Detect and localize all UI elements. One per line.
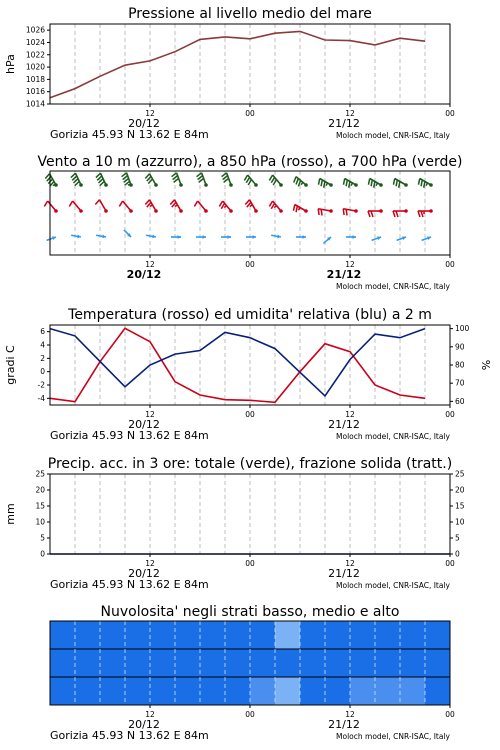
- panel-1-time-axis: [127, 255, 455, 291]
- time-tick-label: 12: [145, 109, 155, 118]
- panel-2-title: Temperatura (rosso) ed umidita' relativa (blu) a 2 m: [68, 307, 432, 323]
- location-label: Gorizia 45.93 N 13.62 E 84m: [50, 578, 209, 591]
- wind-barb-10-m: [96, 235, 106, 239]
- date-label: 21/12: [326, 268, 362, 281]
- cloud-cell-medio: [125, 649, 151, 677]
- y-tick-label: 15: [35, 501, 45, 511]
- cloud-cell-medio: [350, 649, 376, 677]
- y-tick-label: 20: [35, 485, 45, 495]
- cloud-cell-alto: [275, 621, 301, 649]
- date-label: 21/12: [328, 117, 360, 130]
- y-tick-label: 1014: [25, 99, 45, 109]
- cloud-cell-basso: [200, 677, 226, 705]
- location-label: Gorizia 45.93 N 13.62 E 84m: [50, 128, 209, 141]
- y2-tick-label: 100: [455, 324, 470, 334]
- y2-tick-label: 70: [455, 378, 465, 388]
- y-tick-label: 10: [35, 517, 45, 527]
- cloud-cell-alto: [400, 621, 426, 649]
- panel-2-right-axis: [450, 324, 470, 406]
- location-label: Gorizia 45.93 N 13.62 E 84m: [50, 429, 209, 442]
- wind-barb-10-m: [47, 236, 56, 240]
- wind-barb-850-hPa: [219, 201, 232, 213]
- cloud-cell-alto: [225, 621, 251, 649]
- panel-3-grid: [75, 474, 425, 554]
- wind-barb-850-hPa: [418, 209, 433, 217]
- cloud-cell-medio: [150, 649, 176, 677]
- date-label: 20/12: [128, 418, 160, 431]
- y2-tick-label: 0: [455, 549, 460, 559]
- date-label: 20/12: [128, 117, 160, 130]
- wind-barb-850-hPa: [119, 201, 132, 213]
- panel-2-ylabel: gradi C: [4, 345, 17, 385]
- panel-3-ylabel: mm: [4, 503, 17, 525]
- wind-barb-10-m: [196, 235, 206, 239]
- panel-4-time-axis: [50, 705, 455, 742]
- y-tick-label: 1020: [25, 62, 45, 72]
- humidity-line: [50, 329, 425, 396]
- cloud-cell-medio: [375, 649, 401, 677]
- cloud-cell-medio: [100, 649, 126, 677]
- cloud-cell-basso: [175, 677, 201, 705]
- time-tick-label: 12: [345, 710, 355, 719]
- time-tick-label: 12: [345, 410, 355, 419]
- y2-tick-label: 90: [455, 342, 465, 352]
- time-tick-label: 00: [245, 559, 255, 568]
- panel-1-title: Vento a 10 m (azzurro), a 850 hPa (rosso), a 700 hPa (verde): [37, 154, 463, 170]
- panel-3-right-axis: [450, 470, 465, 559]
- date-label: 20/12: [128, 718, 160, 731]
- wind-barb-850-hPa: [318, 209, 333, 216]
- time-tick-label: 00: [245, 710, 255, 719]
- cloud-cell-medio: [75, 649, 101, 677]
- y-tick-label: 0: [40, 367, 45, 377]
- cloud-cell-basso: [300, 677, 326, 705]
- wind-barb-850-hPa: [145, 200, 157, 213]
- cloud-cell-medio: [200, 649, 226, 677]
- y2-tick-label: 5: [455, 533, 460, 543]
- cloud-cell-medio: [425, 649, 451, 677]
- time-tick-label: 00: [245, 410, 255, 419]
- cloud-cell-basso: [250, 677, 276, 705]
- wind-barb-700-hPa: [145, 174, 157, 187]
- y2-tick-label: 80: [455, 360, 465, 370]
- y-tick-label: 1022: [25, 50, 45, 60]
- wind-barb-10-m: [422, 236, 431, 240]
- y2-tick-label: 20: [455, 485, 465, 495]
- wind-barb-700-hPa: [71, 173, 83, 187]
- panel-0-title: Pressione al livello medio del mare: [128, 6, 372, 22]
- panel-2-y2label: %: [480, 359, 493, 371]
- wind-barb-700-hPa: [294, 177, 308, 187]
- cloud-cell-medio: [250, 649, 276, 677]
- wind-barb-850-hPa: [44, 201, 57, 213]
- wind-barb-10-m: [271, 235, 281, 239]
- y2-tick-label: 10: [455, 517, 465, 527]
- cloud-cell-basso: [375, 677, 401, 705]
- cloud-cell-basso: [425, 677, 451, 705]
- wind-barb-700-hPa: [244, 175, 257, 187]
- y-tick-label: 1016: [25, 87, 45, 97]
- wind-barb-850-hPa: [194, 201, 207, 213]
- panel-3-frame: [50, 474, 450, 554]
- model-credit: Moloch model, CNR-ISAC, Italy: [336, 732, 450, 741]
- wind-barb-850-hPa: [69, 201, 82, 213]
- wind-barb-850-hPa: [269, 201, 282, 213]
- time-tick-label: 00: [445, 559, 455, 568]
- date-label: 21/12: [328, 567, 360, 580]
- wind-barb-850-hPa: [170, 200, 182, 213]
- cloud-cell-alto: [100, 621, 126, 649]
- cloud-cell-medio: [175, 649, 201, 677]
- wind-barb-700-hPa: [172, 173, 183, 187]
- y2-tick-label: 25: [455, 469, 465, 479]
- y-tick-label: 25: [35, 469, 45, 479]
- wind-barb-10-m: [346, 235, 356, 239]
- panel-0-frame: [50, 24, 450, 104]
- time-tick-label: 12: [145, 710, 155, 719]
- date-label: 20/12: [128, 567, 160, 580]
- cloud-cell-basso: [225, 677, 251, 705]
- y-tick-label: 4: [40, 340, 45, 350]
- cloud-cell-medio: [325, 649, 351, 677]
- wind-barb-700-hPa: [418, 179, 432, 188]
- wind-barb-850-hPa: [368, 209, 383, 217]
- model-credit: Moloch model, CNR-ISAC, Italy: [336, 131, 450, 140]
- cloud-cell-basso: [125, 677, 151, 705]
- cloud-cell-alto: [425, 621, 451, 649]
- y-tick-label: -2: [37, 380, 45, 390]
- wind-barb-10-m: [296, 235, 306, 239]
- cloud-cell-basso: [350, 677, 376, 705]
- y-tick-label: -4: [37, 393, 45, 403]
- cloud-cell-medio: [50, 649, 76, 677]
- model-credit: Moloch model, CNR-ISAC, Italy: [336, 581, 450, 590]
- wind-barb-700-hPa: [269, 175, 282, 187]
- wind-barb-700-hPa: [96, 173, 108, 187]
- y2-tick-label: 15: [455, 501, 465, 511]
- wind-barb-700-hPa: [197, 173, 208, 187]
- wind-barb-700-hPa: [343, 179, 357, 188]
- wind-barb-10-m: [71, 235, 81, 239]
- wind-barb-10-m: [246, 235, 256, 239]
- model-credit: Moloch model, CNR-ISAC, Italy: [336, 282, 450, 291]
- wind-barb-10-m: [221, 235, 231, 239]
- y-tick-label: 5: [40, 533, 45, 543]
- wind-barb-10-m: [146, 235, 156, 239]
- cloud-cell-basso: [325, 677, 351, 705]
- cloud-cell-basso: [275, 677, 301, 705]
- cloud-cell-basso: [50, 677, 76, 705]
- cloud-cell-alto: [250, 621, 276, 649]
- cloud-cell-basso: [100, 677, 126, 705]
- wind-barb-700-hPa: [222, 173, 233, 187]
- wind-barb-10-m: [372, 236, 381, 240]
- cloud-cell-basso: [400, 677, 426, 705]
- y2-tick-label: 60: [455, 396, 465, 406]
- date-label: 21/12: [328, 718, 360, 731]
- wind-barb-10-m: [171, 235, 181, 239]
- model-credit: Moloch model, CNR-ISAC, Italy: [336, 432, 450, 441]
- pressure-line: [50, 31, 425, 97]
- wind-barb-850-hPa: [343, 209, 358, 216]
- cloud-cell-basso: [150, 677, 176, 705]
- time-tick-label: 00: [445, 410, 455, 419]
- panel-3-time-axis: [50, 554, 455, 591]
- cloud-cell-medio: [275, 649, 301, 677]
- time-tick-label: 00: [445, 710, 455, 719]
- y-tick-label: 0: [40, 549, 45, 559]
- cloud-cell-alto: [325, 621, 351, 649]
- time-tick-label: 12: [345, 559, 355, 568]
- panel-3-left-axis: [35, 470, 50, 559]
- date-label: 21/12: [328, 418, 360, 431]
- time-tick-label: 00: [245, 260, 255, 269]
- time-tick-label: 00: [445, 109, 455, 118]
- wind-barb-850-hPa: [293, 205, 307, 213]
- time-tick-label: 12: [145, 559, 155, 568]
- cloud-cell-alto: [50, 621, 76, 649]
- panel-0-left-axis: [26, 26, 50, 109]
- panel-2-left-axis: [38, 327, 50, 403]
- cloud-cell-alto: [350, 621, 376, 649]
- wind-barb-10-m: [397, 236, 406, 240]
- time-tick-label: 12: [345, 260, 355, 269]
- wind-barb-700-hPa: [368, 179, 382, 188]
- panel-0-ylabel: hPa: [4, 54, 17, 74]
- time-tick-label: 12: [345, 109, 355, 118]
- panel-3-title: Precip. acc. in 3 ore: totale (verde), frazione solida (tratt.): [47, 456, 453, 472]
- cloud-cell-alto: [200, 621, 226, 649]
- wind-barb-10-m: [323, 237, 331, 243]
- wind-barb-700-hPa: [318, 179, 332, 188]
- cloud-cell-medio: [400, 649, 426, 677]
- wind-barb-700-hPa: [122, 173, 133, 187]
- y-tick-label: 1018: [25, 74, 45, 84]
- wind-barb-850-hPa: [95, 200, 107, 213]
- panel-2-time-axis: [50, 405, 455, 442]
- time-tick-label: 12: [145, 410, 155, 419]
- cloud-cell-basso: [75, 677, 101, 705]
- panel-4-title: Nuvolosita' negli strati basso, medio e alto: [100, 604, 400, 620]
- cloud-cell-alto: [175, 621, 201, 649]
- cloud-cell-alto: [125, 621, 151, 649]
- cloud-cell-alto: [75, 621, 101, 649]
- time-tick-label: 00: [245, 109, 255, 118]
- y-tick-label: 1024: [25, 37, 45, 47]
- y-tick-label: 6: [40, 327, 45, 337]
- cloud-cell-medio: [225, 649, 251, 677]
- cloud-cell-alto: [375, 621, 401, 649]
- wind-barb-850-hPa: [245, 200, 257, 213]
- cloud-cell-alto: [150, 621, 176, 649]
- wind-barb-700-hPa: [393, 179, 407, 188]
- time-tick-label: 00: [445, 260, 455, 269]
- y-tick-label: 1026: [25, 25, 45, 35]
- wind-barb-850-hPa: [393, 209, 408, 217]
- panel-0-time-axis: [50, 104, 455, 141]
- cloud-cell-medio: [300, 649, 326, 677]
- date-label: 20/12: [126, 268, 162, 281]
- time-tick-label: 12: [145, 260, 155, 269]
- y-tick-label: 2: [40, 353, 45, 363]
- wind-barb-700-hPa: [45, 174, 57, 187]
- location-label: Gorizia 45.93 N 13.62 E 84m: [50, 729, 209, 742]
- cloud-cell-alto: [300, 621, 326, 649]
